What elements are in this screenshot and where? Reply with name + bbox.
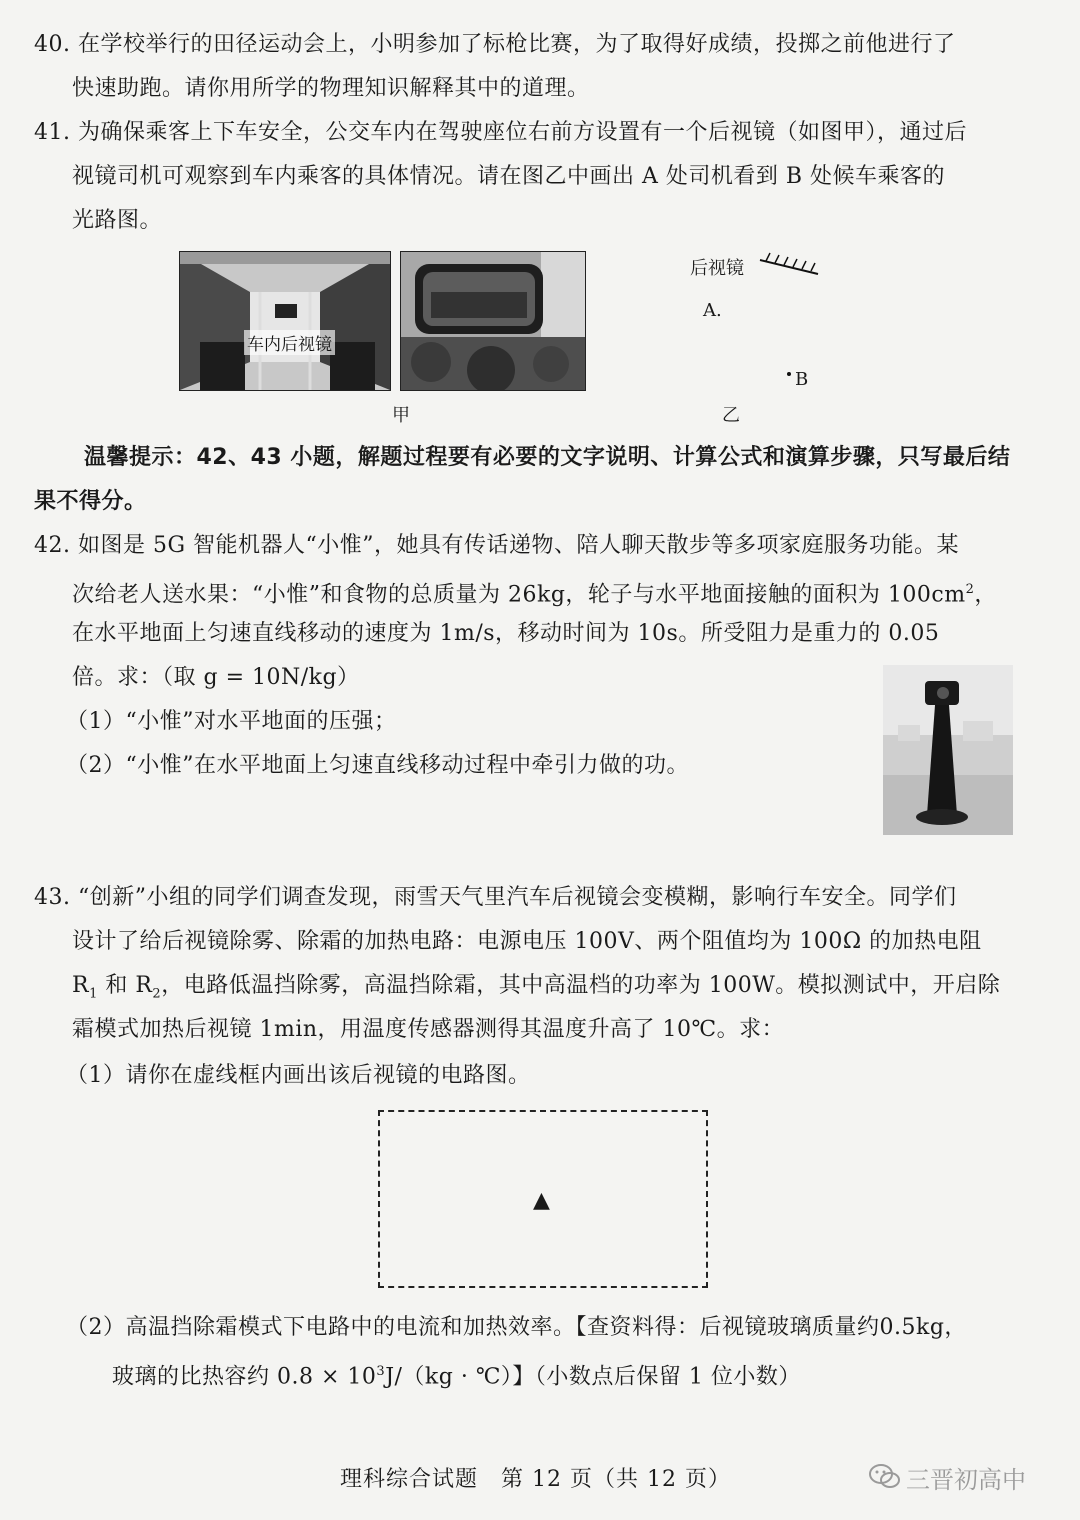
tip-line2: 果不得分。 [34,489,147,514]
q43-line1: 43. “创新”小组的同学们调查发现，雨雪天气里汽车后视镜会变模糊，影响行车安全。同学们 [34,885,957,910]
q43-line2: 设计了给后视镜除雾、除霜的加热电路：电源电压 100V、两个阻值均为 100Ω 的加热电阻 [72,929,982,954]
rearview-mirror-photo [400,251,586,391]
q43-sub2-line2: 玻璃的比热容约 $0.8 \times 10^3J/(kg$ · ℃）】（小数点后保留 1 位小数） [112,1364,801,1390]
q43-sub1: （1）请你在虚线框内画出该后视镜的电路图。 [66,1063,531,1088]
bus-interior-photo [179,251,391,391]
placeholder-triangle: ▲ [533,1188,550,1213]
q42-sub2: （2）“小惟”在水平地面上匀速直线移动过程中牵引力做的功。 [66,753,689,778]
q42-line3: 在水平地面上匀速直线移动的速度为 1m/s，移动时间为 10s。所受阻力是重力的 0.05 [72,621,940,646]
q42-line4: 倍。求：（取 g = 10N/kg） [72,665,360,690]
point-a-label: A. [703,300,722,321]
q43-line4: 霜模式加热后视镜 1min，用温度传感器测得其温度升高了 10℃。求： [72,1017,785,1042]
watermark-text: 三晋初高中 [906,1466,1026,1494]
wechat-icon [868,1462,902,1492]
page-footer: 理科综合试题 第 12 页（共 12 页） [340,1467,731,1492]
q42-line2: 次给老人送水果：“小惟”和食物的总质量为 26kg，轮子与水平地面接触的面积为 $100cm^2$， [72,582,997,608]
photo-label: 车内后视镜 [244,330,335,355]
mirror-symbol [756,252,826,282]
point-b-label: B [795,369,809,390]
robot-photo [883,665,1013,835]
caption-jia: 甲 [392,405,410,426]
mirror-label: 后视镜 [690,258,744,279]
q42-sub1: （1）“小惟”对水平地面的压强； [66,709,397,734]
caption-yi: 乙 [722,405,740,426]
q40-line1: 40. 在学校举行的田径运动会上，小明参加了标枪比赛，为了取得好成绩，投掷之前他进行了 [34,32,956,57]
tip-line1: 温馨提示：42、43 小题，解题过程要有必要的文字说明、计算公式和演算步骤，只写最后结 [84,445,1011,470]
q43-line3: $R_1$ 和 $R_2$，电路低温挡除雾，高温挡除霜，其中高温档的功率为 100W。模拟测试中，开启除 [72,973,1001,1002]
q41-line3: 光路图。 [72,208,163,233]
q41-line2: 视镜司机可观察到车内乘客的具体情况。请在图乙中画出 A 处司机看到 B 处候车乘客的 [72,164,946,189]
q43-sub2-line1: （2）高温挡除霜模式下电路中的电流和加热效率。【查资料得：后视镜玻璃质量约0.5kg， [66,1315,967,1340]
q42-line1: 42. 如图是 5G 智能机器人“小惟”，她具有传话递物、陪人聊天散步等多项家庭服务功能。某 [34,533,960,558]
q40-line2: 快速助跑。请你用所学的物理知识解释其中的道理。 [72,76,590,101]
point-b-dot [787,372,791,376]
q41-line1: 41. 为确保乘客上下车安全，公交车内在驾驶座位右前方设置有一个后视镜（如图甲），通过后 [34,120,967,145]
